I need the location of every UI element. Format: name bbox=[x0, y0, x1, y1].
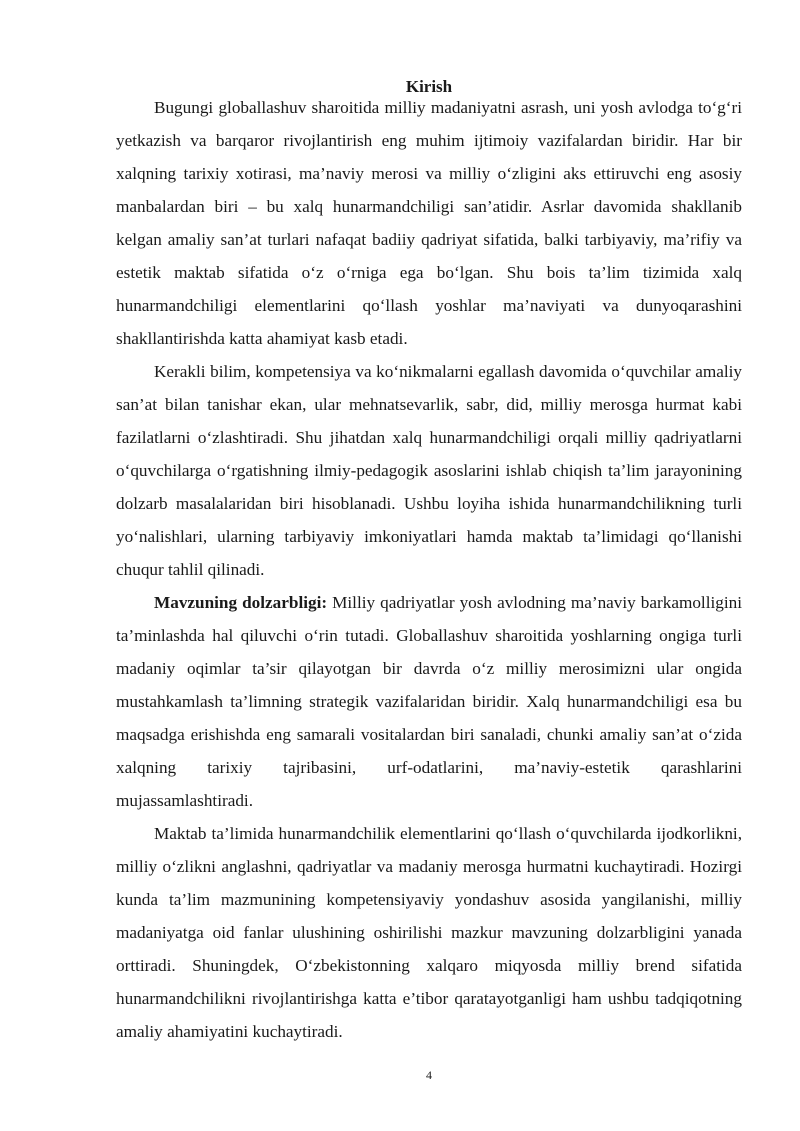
paragraph-text: Kerakli bilim, kompetensiya va ko‘nikmalarni egallash davomida o‘quvchilar amaliy san’at bilan tanishar ekan, ular mehnatsevarlik, sabr, did, milliy merosga hurmat kabi fazilatlarni o‘zlashtiradi. Shu jihatdan xalq hunarmandchiligi orqali milliy qadriyatlarni o‘quvchilarga o‘rgatishning ilmiy-pedagogik asoslarini ishlab chiqish ta’lim jarayonining dolzarb masalalaridan biri hisoblanadi. Ushbu loyiha ishida hunarmandchilikning turli yo‘nalishlari, ularning tarbiyaviy imkoniyatlari hamda maktab ta’limidagi qo‘llanishi chuqur tahlil qilinadi. bbox=[116, 362, 742, 579]
body-text bbox=[116, 91, 742, 1048]
paragraph-text: Bugungi globallashuv sharoitida milliy madaniyatni asrash, uni yosh avlodga to‘g‘ri yetkazish va barqaror rivojlantirish eng muhim ijtimoiy vazifalardan biridir. Har bir xalqning tarixiy xotirasi, ma’naviy merosi va milliy o‘zligini aks ettiruvchi eng asosiy manbalardan biri – bu xalq hunarmandchiligi san’atidir. Asrlar davomida shakllanib kelgan amaliy san’at turlari nafaqat badiiy qadriyat sifatida, balki tarbiyaviy, ma’rifiy va estetik maktab sifatida o‘z o‘rniga ega bo‘lgan. Shu bois ta’lim tizimida xalq hunarmandchiligi elementlarini qo‘llash yoshlar ma’naviyati va dunyoqarashini shakllantirishda katta ahamiyat kasb etadi. bbox=[116, 98, 742, 348]
paragraph-skills bbox=[116, 355, 742, 586]
paragraph-school bbox=[116, 817, 742, 1048]
paragraph-text: Maktab ta’limida hunarmandchilik elementlarini qo‘llash o‘quvchilarda ijodkorlikni, milliy o‘zlikni anglashni, qadriyatlar va madaniy merosga hurmatni kuchaytiradi. Hozirgi kunda ta’lim mazmunining kompetensiyaviy yondashuv asosida yangilanishi, milliy madaniyatga oid fanlar ulushining oshirilishi mazkur mavzuning dolzarbligini yanada orttiradi. Shuningdek, O‘zbekistonning xalqaro miqyosda milliy brend sifatida hunarmandchilikni rivojlantirishga katta e’tibor qaratayotganligi ham ushbu tadqiqotning amaliy ahamiyatini kuchaytiradi. bbox=[116, 824, 742, 1041]
page-number: 4 bbox=[426, 1068, 432, 1082]
paragraph-lead-heading: Mavzuning dolzarbligi: bbox=[154, 593, 328, 612]
paragraph-intro bbox=[116, 91, 742, 355]
paragraph-text: Milliy qadriyatlar yosh avlodning ma’naviy barkamolligini ta’minlashda hal qiluvchi o‘rin tutadi. Globallashuv sharoitida yoshlarning ongiga turli madaniy oqimlar ta’sir qilayotgan bir davrda o‘z milliy merosimizni ular ongida mustahkamlash ta’limning strategik vazifalaridan biridir. Xalq hunarmandchiligi esa bu maqsadga erishishda eng samarali vositalardan biri sanaladi, chunki amaliy san’at o‘zida xalqning tarixiy tajribasini, urf-odatlarini, ma’naviy-estetik qarashlarini mujassamlashtiradi. bbox=[116, 593, 742, 810]
paragraph-relevance bbox=[116, 586, 742, 817]
section-title: Kirish bbox=[405, 77, 453, 96]
